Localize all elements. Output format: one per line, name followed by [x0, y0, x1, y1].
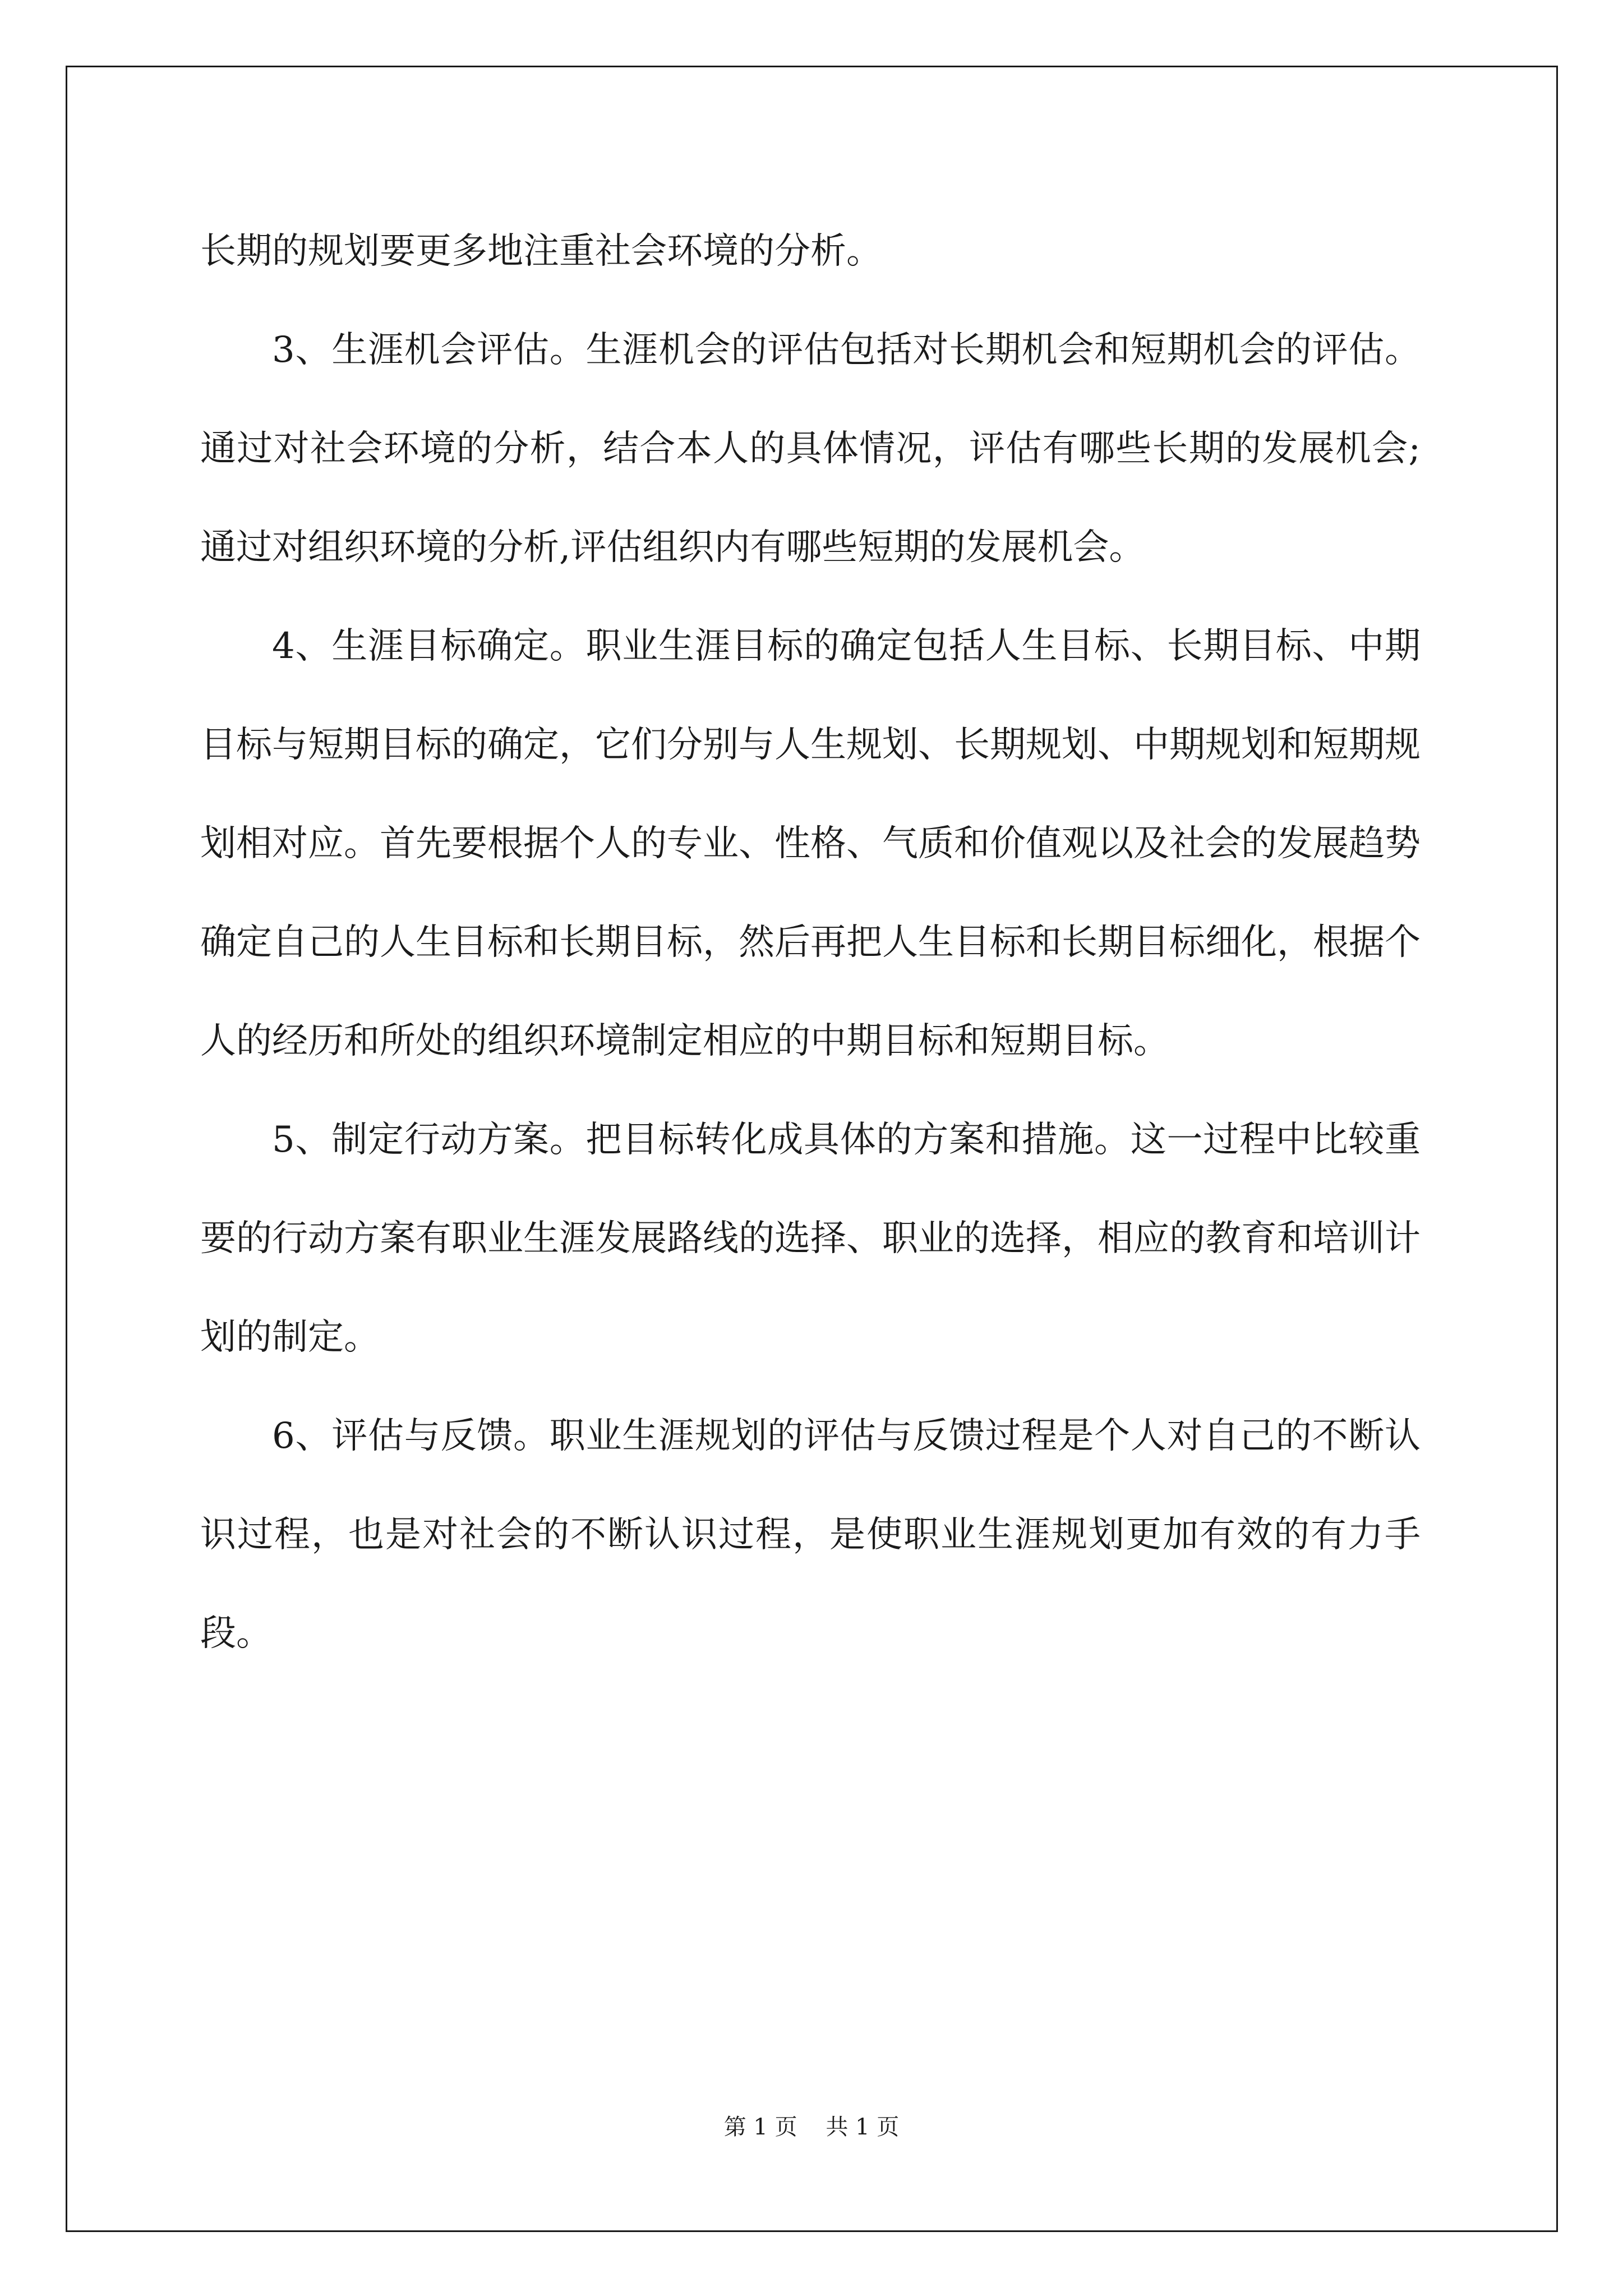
page-number-footer: 第 1 页 共 1 页 [723, 2114, 900, 2140]
paragraph-career-goal-setting: 4、生涯目标确定。职业生涯目标的确定包括人生目标、长期目标、中期目标与短期目标的确定，它们分别与人生规划、长期规划、中期规划和短期规划相对应。首先要根据个人的专业、性格、气质和价值观以及社会的发展趋势确定自己的人生目标和长期目标，然后再把人生目标和长期目标细化，根据个人的经历和所处的组织环境制定相应的中期目标和短期目标。 [200, 625, 1421, 1062]
document-body [200, 202, 1421, 1683]
paragraph-continuation: 长期的规划要更多地注重社会环境的分析。 [200, 231, 882, 272]
paragraph-action-plan: 5、制定行动方案。把目标转化成具体的方案和措施。这一过程中比较重要的行动方案有职业生涯发展路线的选择、职业的选择，相应的教育和培训计划的制定。 [200, 1119, 1421, 1358]
paragraph-career-opportunity-evaluation: 3、生涯机会评估。生涯机会的评估包括对长期机会和短期机会的评估。通过对社会环境的分析，结合本人的具体情况，评估有哪些长期的发展机会;通过对组织环境的分析,评估组织内有哪些短期的发展机会。 [200, 329, 1421, 568]
paragraph-evaluation-feedback: 6、评估与反馈。职业生涯规划的评估与反馈过程是个人对自己的不断认识过程，也是对社会的不断认识过程，是使职业生涯规划更加有效的有力手段。 [200, 1415, 1421, 1654]
